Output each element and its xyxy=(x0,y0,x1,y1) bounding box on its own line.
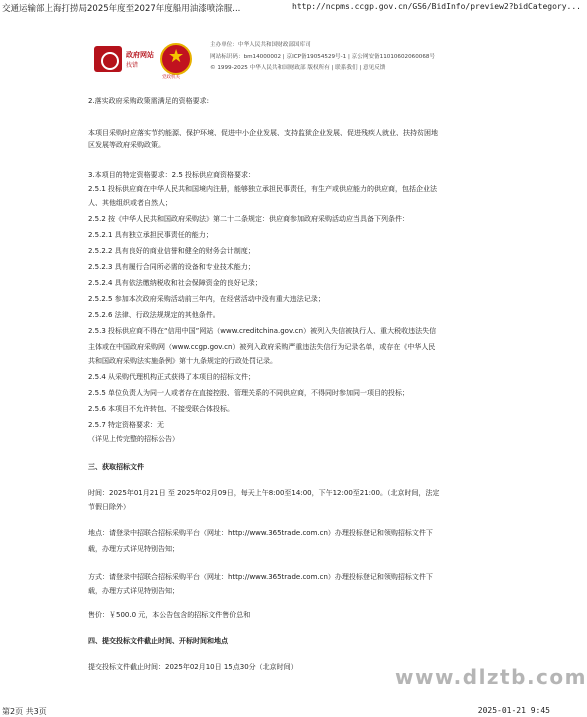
body-line: 3.本项目的特定资格要求：2.5 投标供应商资格要求： xyxy=(88,171,256,179)
body-line: 2.5.6 本项目不允许转包、不接受联合体投标。 xyxy=(88,405,235,413)
section-heading: 四、提交投标文件截止时间、开标时间和地点 xyxy=(88,637,228,645)
body-line: 节假日除外） xyxy=(88,503,130,511)
print-header-title: 交通运输部上海打捞局2025年度至2027年度船用油漆喷涂服... xyxy=(2,4,241,14)
print-header xyxy=(0,0,581,14)
body-line: 本项目采购时应落实节约能源、保护环境、促进中小企业发展、支持监狱企业发展、促进残疾人就业、扶持贫困地 xyxy=(88,129,438,137)
body-line: 区发展等政府采购政策。 xyxy=(88,141,165,149)
gov-site-logo-icon[interactable] xyxy=(94,46,122,72)
body-line: 人、其他组织或者自然人； xyxy=(88,199,172,207)
print-footer xyxy=(0,705,554,717)
party-gov-emblem-icon[interactable] xyxy=(160,43,192,75)
body-line: 2.5.2.5 参加本次政府采购活动前三年内，在经营活动中没有重大违法记录； xyxy=(88,295,325,303)
body-line: 2.5.2.6 法律、行政法规规定的其他条件。 xyxy=(88,311,220,319)
body-line: 主体或在中国政府采购网（www.ccgp.gov.cn）被列入政府采购严重违法失信行为记录名单，或存在《中华人民 xyxy=(88,343,436,351)
body-line: 2.5.5 单位负责人为同一人或者存在直接控股、管理关系的不同供应商，不得同时参加同一项目的投标； xyxy=(88,389,410,397)
site-info-line: 网站标识码：bm14000002 | 京ICP备19054529号-1 | 京公网安备11010602060068号 xyxy=(210,53,436,60)
body-line: 时间：2025年01月21日 至 2025年02月09日，每天上午8:00至14:00，下午12:00至21:00。（北京时间，法定 xyxy=(88,489,440,497)
print-header-url: http://ncpms.ccgp.gov.cn/GS6/BidInfo/preview2?bidCategory... xyxy=(292,2,581,11)
body-line: 提交投标文件截止时间：2025年02月10日 15点30分（北京时间） xyxy=(88,663,298,671)
body-line: 2.5.2.1 具有独立承担民事责任的能力； xyxy=(88,231,213,239)
body-line: 2.5.2.2 具有良好的商业信誉和健全的财务会计制度； xyxy=(88,247,255,255)
site-info-line: 主办单位：中华人民共和国财政部国库司 xyxy=(210,42,311,48)
site-info xyxy=(210,40,435,75)
body-line: 售价：￥500.0 元，本公告包含的招标文件售价总和 xyxy=(88,611,251,619)
body-line: （详见上传完整的招标公告） xyxy=(88,435,179,443)
body-line: 2.5.1 投标供应商在中华人民共和国境内注册，能够独立承担民事责任，有生产或供应能力的供应商，包括企业法 xyxy=(88,185,438,193)
body-line: 载，办理方式详见特别告知； xyxy=(88,545,179,553)
body-line: 2.5.2.4 具有依法缴纳税收和社会保障资金的良好记录； xyxy=(88,279,262,287)
body-line: 2.5.2 按《中华人民共和国政府采购法》第二十二条规定：供应商参加政府采购活动应当具备下列条件： xyxy=(88,215,410,223)
body-line: 2.5.7 特定资格要求：无 xyxy=(88,421,165,429)
logo-sub: 找错 xyxy=(126,62,139,69)
page-number: 第2页 共3页 xyxy=(2,707,47,716)
body-line: 载，办理方式详见特别告知； xyxy=(88,587,179,595)
body-line: 地点：请登录中招联合招标采购平台（网址：http://www.365trade.com.cn）办理投标登记和领购招标文件下 xyxy=(88,529,433,537)
site-info-line: © 1999-2025 中华人民共和国财政部 版权所有 | 联系我们 | 意见反馈 xyxy=(210,65,386,71)
emblem-caption: 党政机关 xyxy=(162,75,180,80)
body-line: 2.落实政府采购政策需满足的资格要求: xyxy=(88,97,210,105)
body-line: 2.5.3 投标供应商不得在“信用中国”网站（www.creditchina.gov.cn）被列入失信被执行人、重大税收违法失信 xyxy=(88,327,437,335)
section-heading: 三、获取招标文件 xyxy=(88,463,144,471)
logo-name: 政府网站 xyxy=(126,51,154,59)
site-logos xyxy=(88,40,193,86)
site-header xyxy=(88,40,488,86)
watermark: www.dlztb.com xyxy=(395,665,587,689)
body-line: 共和国政府采购法实施条例》第十九条规定的行政处罚记录。 xyxy=(88,357,277,365)
body-line: 2.5.4 从采购代理机构正式获得了本项目的招标文件； xyxy=(88,373,256,381)
body-line: 方式：请登录中招联合招标采购平台（网址：http://www.365trade.com.cn）办理投标登记和领购招标文件下 xyxy=(88,573,433,581)
print-datetime: 2025-01-21 9:45 xyxy=(477,706,550,715)
body-line: 2.5.2.3 具有履行合同所必需的设备和专业技术能力； xyxy=(88,263,255,271)
